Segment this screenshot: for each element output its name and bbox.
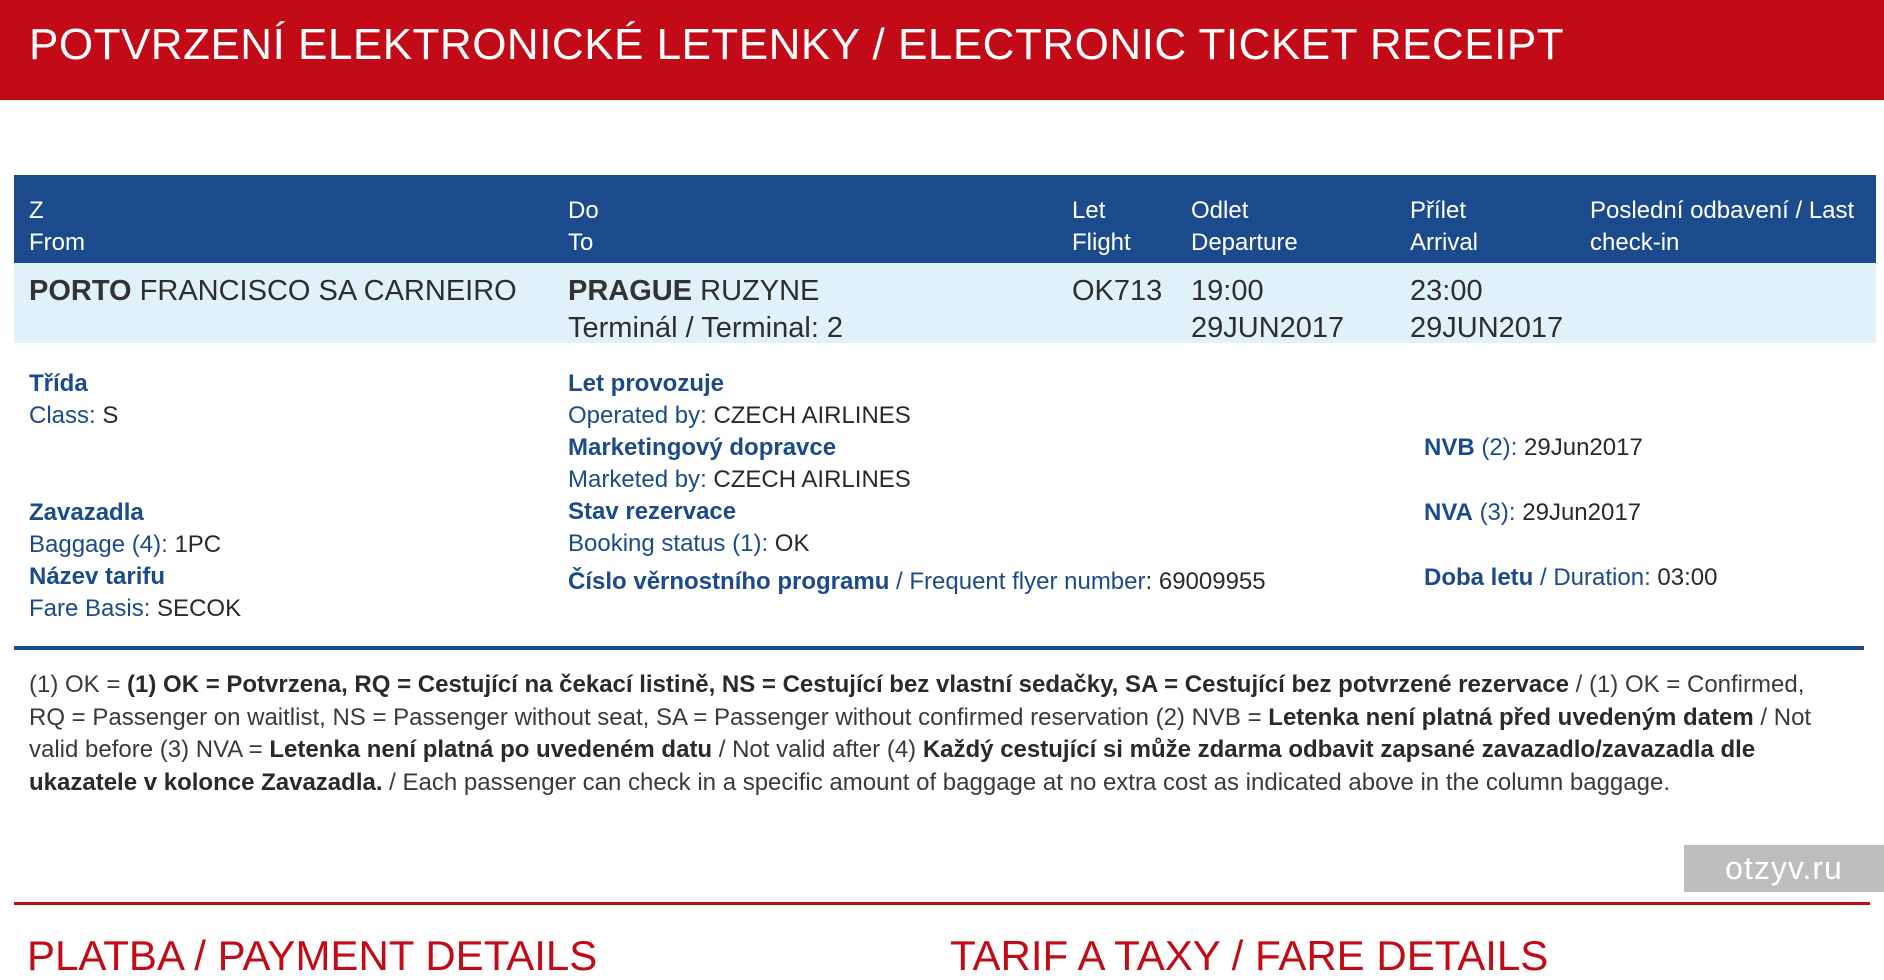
operated-label-en: Operated by <box>568 402 701 429</box>
nva-ref: (3) <box>1479 499 1509 526</box>
payment-details-title: PLATBA / PAYMENT DETAILS <box>27 932 598 979</box>
fare-details-title: TARIF A TAXY / FARE DETAILS <box>950 932 1549 979</box>
status-label-cz: Stav rezervace <box>568 498 737 525</box>
from-airport: FRANCISCO SA CARNEIRO <box>139 275 517 307</box>
page-title: POTVRZENÍ ELEKTRONICKÉ LETENKY / ELECTRONIC TICKET RECEIPT <box>29 20 1565 69</box>
col-from <box>29 195 85 259</box>
details-nva: NVA (3): 29Jun2017 <box>1424 499 1642 526</box>
footnote-text-5: / Each passenger can check in a specific amount of baggage at no extra cost as indicated above in the column baggage. <box>382 768 1670 796</box>
class-label-en: Class <box>29 402 90 429</box>
flight-row <box>14 263 1876 343</box>
cell-arrival <box>1410 273 1563 347</box>
cell-from <box>29 273 517 310</box>
fare-value: SECOK <box>157 595 242 622</box>
marketed-label-en: Marketed by <box>568 466 701 493</box>
duration-value: 03:00 <box>1657 564 1718 591</box>
cell-flight <box>1072 273 1162 310</box>
cell-departure <box>1191 273 1344 347</box>
baggage-label-en: Baggage (4) <box>29 531 162 558</box>
departure-time: 19:00 <box>1191 275 1264 307</box>
col-last-checkin <box>1590 195 1854 259</box>
class-label-cz: Třída <box>29 370 88 397</box>
col-departure-en: Departure <box>1191 229 1298 256</box>
baggage-label-cz: Zavazadla <box>29 499 144 526</box>
arrival-date: 29JUN2017 <box>1410 312 1564 344</box>
nva-label: NVA <box>1424 499 1473 526</box>
header-banner <box>0 0 1884 100</box>
col-to-en: To <box>568 229 594 256</box>
nvb-value: 29Jun2017 <box>1524 434 1643 461</box>
status-label-en: Booking status (1) <box>568 530 762 557</box>
duration-label-en: / Duration <box>1540 564 1645 591</box>
departure-date: 29JUN2017 <box>1191 312 1345 344</box>
baggage-value: 1PC <box>174 531 222 558</box>
from-city: PORTO <box>29 275 132 307</box>
arrival-time: 23:00 <box>1410 275 1483 307</box>
col-last-checkin-line1: Poslední odbavení / Last <box>1590 197 1855 224</box>
cell-to <box>568 273 843 347</box>
footnote-bold-2: Letenka není platná před uvedeným datem <box>1268 703 1754 731</box>
details-nvb: NVB (2): 29Jun2017 <box>1424 434 1643 461</box>
col-flight-en: Flight <box>1072 229 1131 256</box>
ffn-value: 69009955 <box>1158 568 1266 595</box>
watermark: otzyv.ru <box>1684 845 1884 892</box>
duration-label-cz: Doba letu <box>1424 564 1534 591</box>
fare-label-cz: Název tarifu <box>29 563 166 590</box>
to-city: PRAGUE <box>568 275 693 307</box>
flight-number: OK713 <box>1072 275 1163 307</box>
details-carrier: Let provozuje Operated by: CZECH AIRLINES Marketingový dopravce Marketed by: CZECH AIRLINES Stav rezervace Booking status (1): OK <box>568 370 911 557</box>
col-last-checkin-line2: check-in <box>1590 229 1680 256</box>
section-divider <box>14 902 1870 905</box>
details-divider <box>14 646 1864 650</box>
col-arrival <box>1410 195 1478 259</box>
flight-table-header <box>14 175 1876 263</box>
ffn-label-cz: Číslo věrnostního programu <box>568 568 890 595</box>
footnote-text-3: / Not valid before (3) NVA = <box>29 703 1812 763</box>
col-to <box>568 195 599 259</box>
footnote-bold-3: Letenka není platná po uvedeném datu <box>269 736 713 763</box>
footnote-bold-1: (1) OK = Potvrzena, RQ = Cestující na čekací listině, NS = Cestující bez vlastní sedačky, SA = Cestující bez potvrzené rezervace <box>127 671 1569 698</box>
col-flight-cz: Let <box>1072 197 1106 224</box>
operated-value: CZECH AIRLINES <box>713 402 911 429</box>
col-to-cz: Do <box>568 197 599 224</box>
to-airport: RUZYNE <box>700 275 820 307</box>
nvb-ref: (2) <box>1481 434 1511 461</box>
arrival-terminal: Terminál / Terminal: 2 <box>568 312 844 344</box>
status-value: OK <box>774 530 810 557</box>
footnote-text-1: (1) OK = <box>29 671 128 698</box>
details-duration: Doba letu / Duration: 03:00 <box>1424 564 1718 591</box>
footnote-text-4: / Not valid after (4) <box>712 736 923 763</box>
details-baggage: Zavazadla Baggage (4): 1PC Název tarifu Fare Basis: SECOK <box>29 499 242 622</box>
class-value: S <box>102 402 119 429</box>
col-departure-cz: Odlet <box>1191 197 1249 224</box>
col-arrival-cz: Přílet <box>1410 197 1467 224</box>
col-arrival-en: Arrival <box>1410 229 1479 256</box>
details-class: Třída Class: S <box>29 370 119 429</box>
col-flight <box>1072 195 1131 259</box>
marketed-label-cz: Marketingový dopravce <box>568 434 837 461</box>
col-from-en: From <box>29 229 85 256</box>
ffn-label-en: / Frequent flyer number <box>896 568 1146 595</box>
footnote-text-2: / (1) OK = Confirmed, RQ = Passenger on waitlist, NS = Passenger without seat, SA = Passenger without confirmed reservation (2) NVB = <box>29 671 1805 731</box>
fare-label-en: Fare Basis <box>29 595 144 622</box>
nva-value: 29Jun2017 <box>1522 499 1642 526</box>
details-frequent-flyer: Číslo věrnostního programu / Frequent flyer number: 69009955 <box>568 568 1266 595</box>
footnote <box>29 669 1839 799</box>
operated-label-cz: Let provozuje <box>568 370 725 397</box>
nvb-label: NVB <box>1424 434 1475 461</box>
col-departure <box>1191 195 1298 259</box>
marketed-value: CZECH AIRLINES <box>713 466 911 493</box>
footnote-bold-4: Každý cestující si může zdarma odbavit zapsané zavazadlo/zavazadla dle ukazatele v kolonce Zavazadla. <box>29 736 1756 796</box>
col-from-cz: Z <box>29 197 44 224</box>
